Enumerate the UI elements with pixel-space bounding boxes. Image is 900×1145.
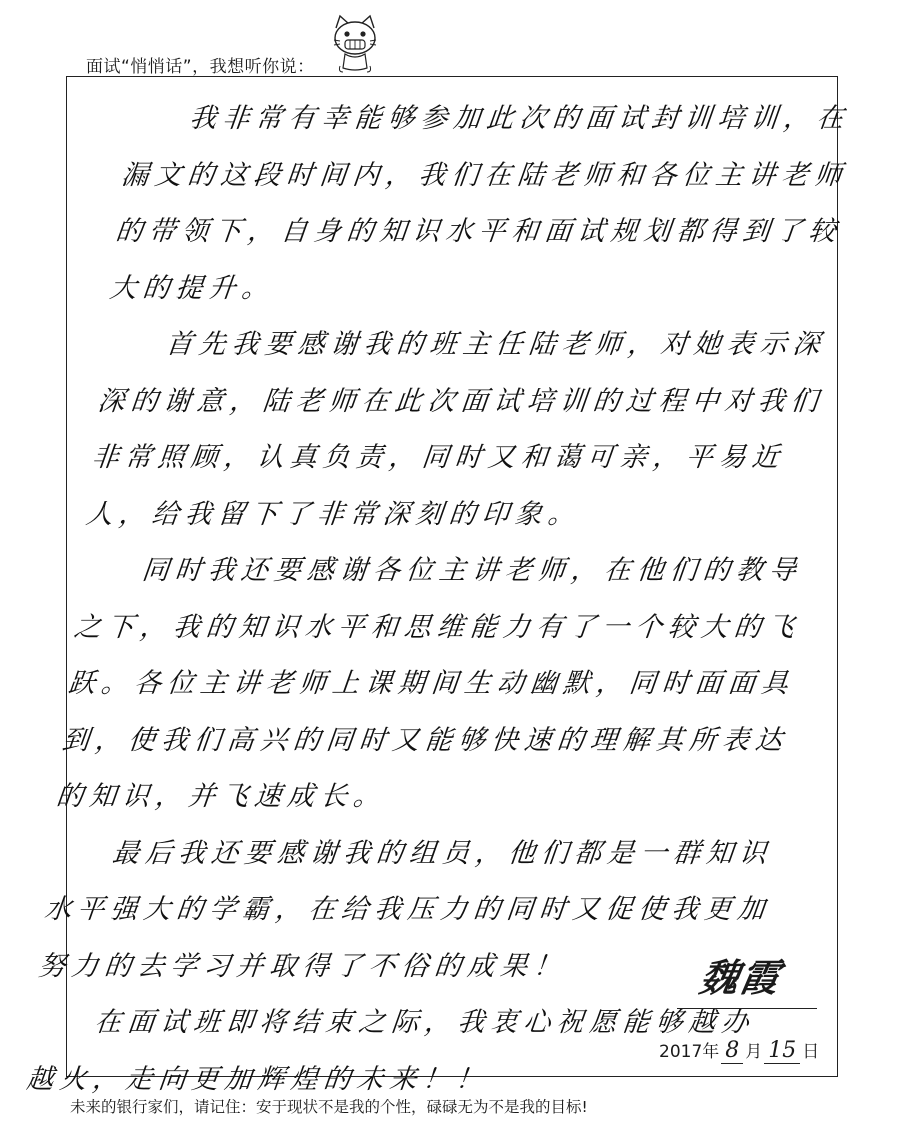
signature: 魏霞 <box>696 955 785 1000</box>
date-year-label: 年 <box>702 1042 720 1062</box>
letter-paragraph: 首先我要感谢我的班主任陆老师，对她表示深深的谢意，陆老师在此次面试培训的过程中对我们非常照顾，认真负责，同时又和蔼可亲，平易近人，给我留下了非常深刻的印象。 <box>84 329 828 530</box>
letter-sheet <box>24 76 852 1095</box>
date-day-label: 日 <box>802 1042 820 1062</box>
letter-paragraph: 在面试班即将结束之际，我衷心祝愿能够越办越火，走向更加辉煌的未来！！ <box>24 1007 757 1095</box>
signature-line <box>677 1008 817 1009</box>
date <box>659 1037 819 1064</box>
letter-paragraph: 我非常有幸能够参加此次的面试封训培训，在漏文的这段时间内，我们在陆老师和各位主讲老师的带领下，自身的知识水平和面试规划都得到了较大的提升。 <box>108 103 852 304</box>
letter-paragraph: 同时我还要感谢各位主讲老师，在他们的教导之下，我的知识水平和思维能力有了一个较大的飞跃。各位主讲老师上课期间生动幽默，同时面面具到，使我们高兴的同时又能够快速的理解其所表达的知识，并飞速成长。 <box>54 555 804 812</box>
footer-slogan: 未来的银行家们，请记住：安于现状不是我的个性，碌碌无为不是我的目标! <box>70 1098 588 1116</box>
date-month: 8 <box>721 1038 743 1064</box>
header-prompt: 面试“悄悄话”，我想听你说： <box>86 57 315 77</box>
date-year: 2017 <box>659 1042 703 1062</box>
date-day: 15 <box>764 1038 800 1064</box>
letter-paragraph: 最后我还要感谢我的组员，他们都是一群知识水平强大的学霸，在给我压力的同时又促使我更加努力的去学习并取得了不俗的成果！ <box>36 837 774 982</box>
date-month-label: 月 <box>745 1042 763 1062</box>
cat-mascot-icon <box>330 14 380 76</box>
